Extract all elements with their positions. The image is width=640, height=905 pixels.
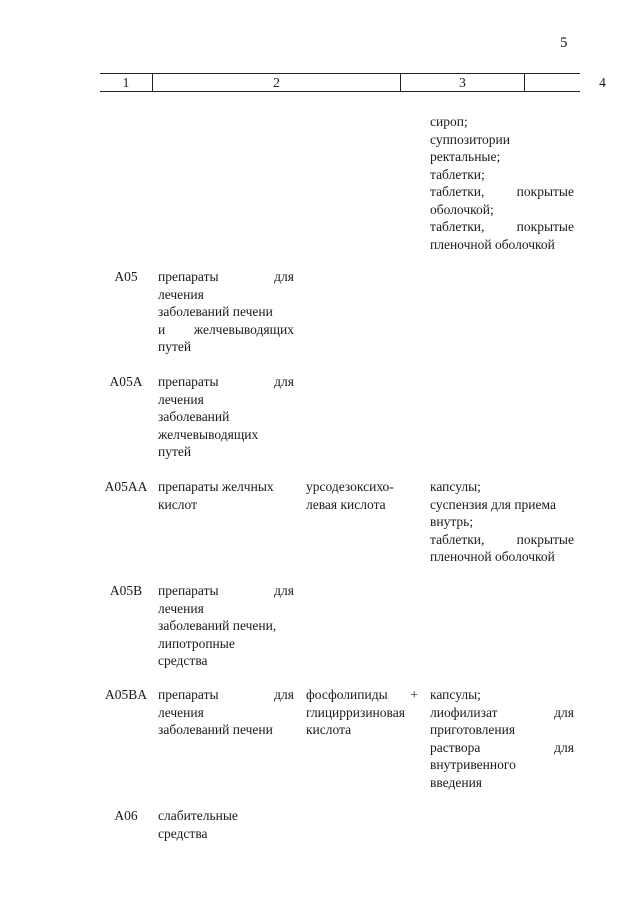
row-a05aa-code: A05AA — [104, 479, 148, 494]
row-a05b-code: A05B — [109, 583, 143, 598]
header-col-4: 4 — [599, 75, 606, 90]
row-a05a-name: препараты для лечения заболеваний желчевыводящих путей — [158, 374, 294, 459]
row-a05a-code: A05A — [109, 374, 143, 389]
row-a05ba-substance: фосфолипиды + глицирризиновая кислота — [306, 687, 418, 737]
row-a05-name: препараты для лечения заболеваний печени и желчевыводящих путей — [158, 269, 294, 354]
row-a06-code: A06 — [114, 808, 138, 823]
page-number: 5 — [560, 35, 568, 51]
top-dosage-forms: сироп; суппозитории ректальные; таблетки; таблетки, покрытые оболочкой; таблетки, покрытые пленочной оболочкой — [430, 114, 574, 252]
header-col-3: 3 — [459, 75, 466, 90]
row-a05b-name: препараты для лечения заболеваний печени, липотропные средства — [158, 583, 294, 668]
row-a05ba-name: препараты для лечения заболеваний печени — [158, 687, 294, 737]
table-header — [100, 73, 606, 92]
row-a05ba-forms: капсулы; лиофилизат для приготовления раствора для внутривенного введения — [430, 687, 574, 790]
row-a06-name: слабительные средства — [158, 808, 238, 841]
row-a05aa-name: препараты желчных кислот — [158, 479, 274, 512]
header-col-1: 1 — [122, 75, 130, 90]
row-a05aa-substance: урсодезоксихо- левая кислота — [306, 479, 394, 512]
row-a05ba-code: A05BA — [104, 687, 147, 702]
row-a05aa-forms: капсулы; суспензия для приема внутрь; таблетки, покрытые пленочной оболочкой — [430, 479, 574, 564]
row-a05-code: A05 — [114, 269, 138, 284]
header-col-2: 2 — [273, 75, 280, 90]
